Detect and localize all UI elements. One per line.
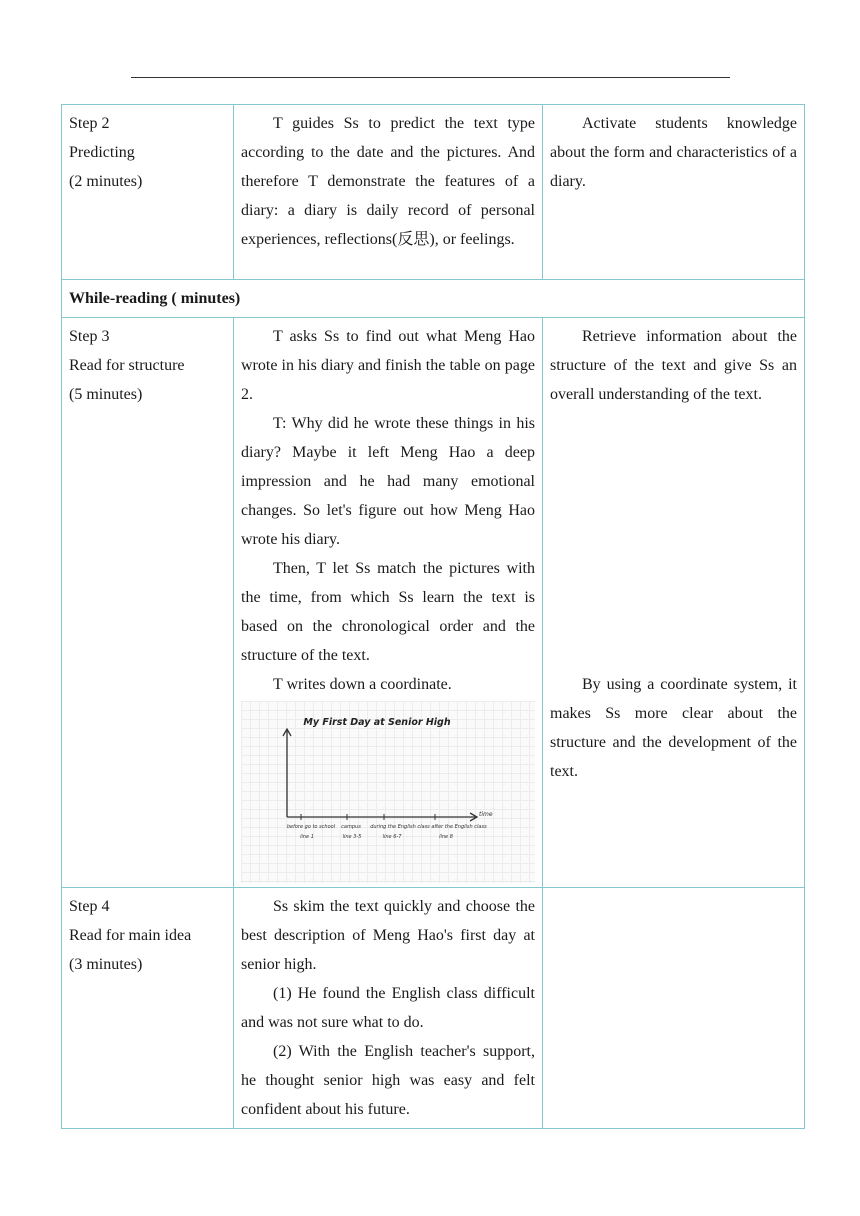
activity-paragraph: Then, T let Ss match the pictures with the time, from which Ss learn the text is based on the chronological order and the structure of the text. — [241, 560, 535, 664]
tick-sublabel: line 8 — [439, 834, 453, 840]
activity-paragraph: Ss skim the text quickly and choose the best description of Meng Hao's first day at senior high. — [241, 898, 535, 973]
tick-sublabel: line 3-5 — [342, 834, 362, 840]
purpose-paragraph: Retrieve information about the structure of the text and give Ss an overall understanding of the text. — [550, 328, 797, 403]
table-row-step-2 — [62, 105, 805, 280]
step-cell — [62, 318, 234, 888]
step-cell — [62, 888, 234, 1129]
purpose-paragraph: Activate students knowledge about the form and characteristics of a diary. — [550, 115, 797, 190]
step-name: Read for structure — [69, 357, 185, 374]
activity-paragraph: T writes down a coordinate. — [273, 676, 452, 693]
activity-cell — [234, 318, 543, 888]
tick-label: before go to school — [286, 824, 336, 830]
tick-sublabel: line 6-7 — [382, 834, 402, 840]
purpose-paragraph: By using a coordinate system, it makes Ss more clear about the structure and the development of the text. — [550, 676, 797, 780]
step-name: Predicting — [69, 144, 135, 161]
coordinate-figure — [241, 701, 535, 883]
purpose-cell — [543, 105, 805, 280]
tick-label: campus — [341, 824, 361, 830]
x-axis-label: time — [479, 811, 493, 818]
activity-paragraph: (2) With the English teacher's support, he thought senior high was easy and felt confident about his future. — [241, 1043, 535, 1118]
activity-cell — [234, 888, 543, 1129]
tick-label: during the English class — [370, 824, 430, 830]
purpose-cell — [543, 888, 805, 1129]
lesson-plan-table — [61, 104, 805, 1129]
step-name: Read for main idea — [69, 927, 192, 944]
step-duration: (5 minutes) — [69, 386, 143, 403]
activity-paragraph: (1) He found the English class difficult and was not sure what to do. — [241, 985, 535, 1031]
step-duration: (3 minutes) — [69, 956, 143, 973]
header-rule — [131, 77, 730, 78]
activity-paragraph: T guides Ss to predict the text type according to the date and the pictures. And therefore T demonstrate the features of a diary: a diary is daily record of personal experiences, reflections(反思), or feelings. — [241, 115, 535, 248]
purpose-cell — [543, 318, 805, 888]
table-row-step-3 — [62, 318, 805, 888]
figure-title: My First Day at Senior High — [303, 717, 451, 728]
step-duration: (2 minutes) — [69, 173, 143, 190]
step-number: Step 3 — [69, 328, 110, 345]
step-number: Step 2 — [69, 115, 110, 132]
coordinate-sketch — [241, 701, 535, 883]
step-cell — [62, 105, 234, 280]
spacer — [550, 409, 797, 670]
activity-cell — [234, 105, 543, 280]
activity-paragraph: T: Why did he wrote these things in his diary? Maybe it left Meng Hao a deep impression and he had many emotional changes. So let's figure out how Meng Hao wrote his diary. — [241, 415, 535, 548]
activity-paragraph: T asks Ss to find out what Meng Hao wrote in his diary and finish the table on page 2. — [241, 328, 535, 403]
step-number: Step 4 — [69, 898, 110, 915]
tick-label: after the English class — [431, 824, 487, 830]
table-row-step-4 — [62, 888, 805, 1129]
section-heading: While-reading ( minutes) — [62, 280, 805, 318]
section-row — [62, 280, 805, 318]
tick-sublabel: line 1 — [300, 834, 314, 840]
